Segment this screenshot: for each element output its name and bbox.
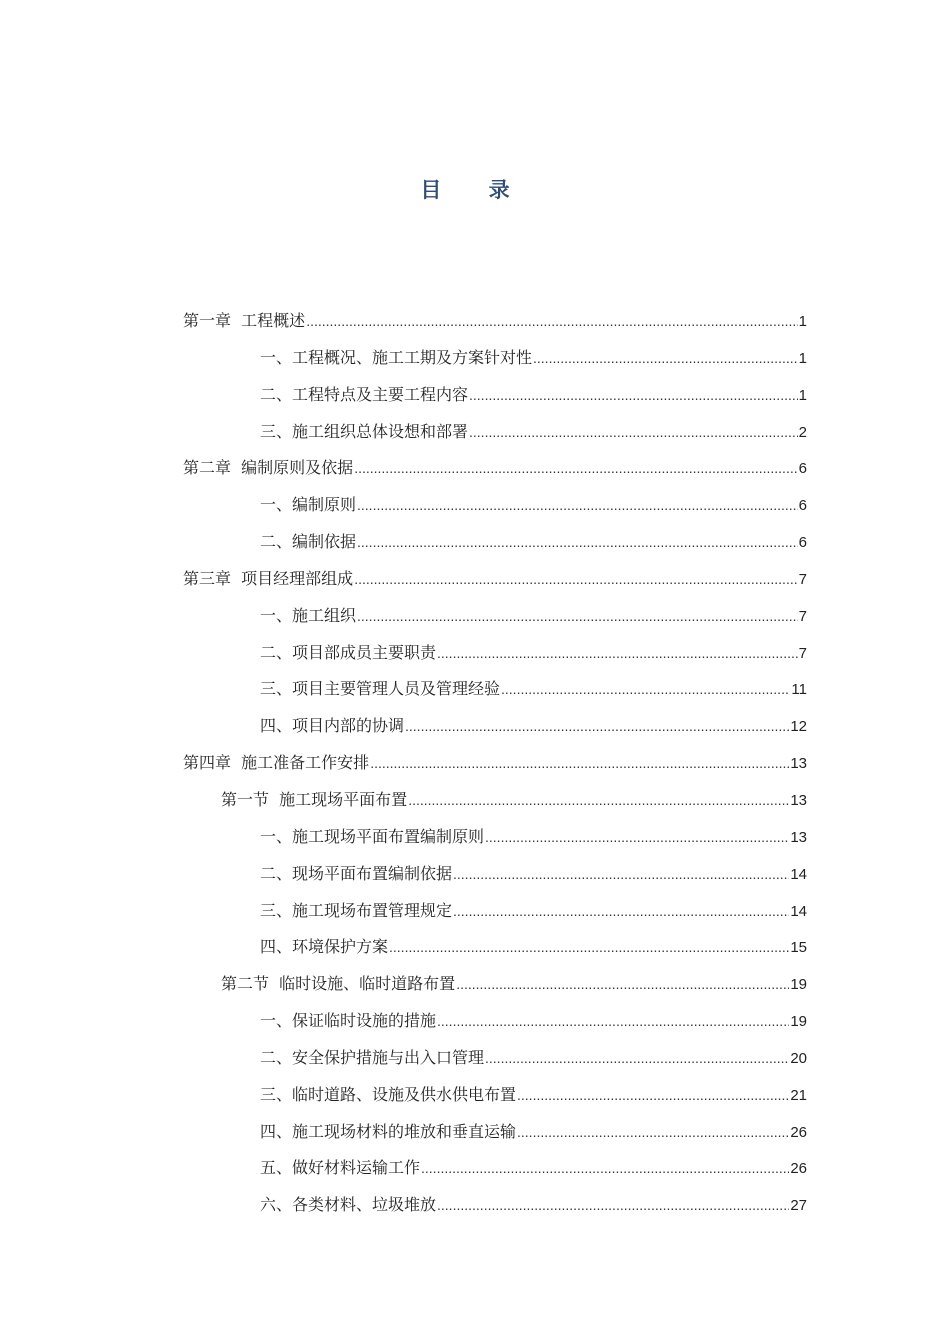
toc-entry-page: 21: [790, 1086, 807, 1104]
toc-entry-label: 第一节 施工现场平面布置: [221, 789, 408, 809]
toc-entry-label: 一、保证临时设施的措施: [260, 1011, 437, 1031]
dot-leader: [354, 561, 797, 598]
dot-leader: [469, 414, 798, 451]
toc-entry[interactable]: [183, 1077, 807, 1114]
dot-leader: [437, 635, 798, 672]
toc-entry-label: 二、安全保护措施与出入口管理: [260, 1047, 485, 1067]
dot-leader: [437, 1003, 789, 1040]
dot-leader: [437, 1187, 789, 1224]
toc-entry[interactable]: [183, 893, 807, 930]
toc-entry-page: 2: [798, 423, 807, 441]
dot-leader: [389, 929, 789, 966]
toc-entry-label: 四、项目内部的协调: [260, 716, 405, 736]
toc-entry-page: 13: [790, 791, 807, 809]
toc-entry-page: 7: [798, 570, 807, 588]
toc-entry-page: 20: [790, 1049, 807, 1067]
dot-leader: [517, 1077, 789, 1114]
toc-entry-label: 二、项目部成员主要职责: [260, 642, 437, 662]
toc-entry-label: 第四章 施工准备工作安排: [183, 753, 370, 773]
toc-entry-page: 7: [798, 644, 807, 662]
toc-entry-label: 三、施工现场布置管理规定: [260, 900, 453, 920]
toc-entry-label: 三、施工组织总体设想和部署: [260, 421, 469, 441]
toc-entry-page: 1: [798, 386, 807, 404]
toc-entry[interactable]: [183, 635, 807, 672]
toc-entry[interactable]: [183, 708, 807, 745]
toc-entry-page: 14: [790, 865, 807, 883]
toc-entry[interactable]: [183, 1150, 807, 1187]
toc-entry[interactable]: [183, 561, 807, 598]
toc-entry[interactable]: [183, 414, 807, 451]
toc-entry-label: 第一章 工程概述: [183, 311, 306, 330]
toc-entry-page: 15: [790, 939, 807, 957]
toc-entry[interactable]: [183, 745, 807, 782]
toc-entry-label: 第三章 项目经理部组成: [183, 568, 354, 588]
toc-entry-label: 二、工程特点及主要工程内容: [260, 384, 469, 404]
dot-leader: [306, 303, 797, 340]
dot-leader: [456, 966, 789, 1003]
toc-entry-label: 一、编制原则: [260, 495, 357, 515]
toc-entry-label: 一、工程概况、施工工期及方案针对性: [260, 347, 533, 367]
toc-entry-label: 六、各类材料、垃圾堆放: [260, 1195, 437, 1215]
toc-entry-label: 五、做好材料运输工作: [260, 1158, 421, 1178]
toc-entry[interactable]: [183, 524, 807, 561]
toc-entry-page: 19: [790, 1013, 807, 1031]
toc-entry[interactable]: [183, 340, 807, 377]
toc-entry-page: 26: [790, 1123, 807, 1141]
toc-entry-label: 一、施工现场平面布置编制原则: [260, 826, 485, 846]
toc-entry[interactable]: [183, 598, 807, 635]
toc-entry-page: 12: [790, 718, 807, 736]
dot-leader: [405, 708, 789, 745]
toc-entry-label: 第二节 临时设施、临时道路布置: [221, 974, 456, 994]
toc-entry-page: 1: [798, 313, 807, 330]
toc-entry-page: 27: [790, 1197, 807, 1215]
toc-entry-page: 13: [790, 828, 807, 846]
dot-leader: [421, 1150, 789, 1187]
dot-leader: [357, 487, 798, 524]
toc-entry-page: 6: [798, 497, 807, 515]
toc-entry-label: 第二章 编制原则及依据: [183, 458, 354, 478]
toc-entry-label: 四、环境保护方案: [260, 937, 389, 957]
dot-leader: [501, 671, 790, 708]
toc-entry-page: 19: [790, 976, 807, 994]
toc-entry-label: 二、现场平面布置编制依据: [260, 863, 453, 883]
toc-entry-page: 11: [791, 681, 807, 699]
toc-entry-page: 13: [790, 755, 807, 773]
toc-entry-label: 一、施工组织: [260, 605, 357, 625]
dot-leader: [533, 340, 798, 377]
dot-leader: [408, 782, 789, 819]
toc-entry-page: 14: [790, 902, 807, 920]
toc-entry[interactable]: [183, 377, 807, 414]
dot-leader: [453, 893, 789, 930]
toc-entry[interactable]: [183, 782, 807, 819]
dot-leader: [357, 524, 798, 561]
toc-entry[interactable]: [183, 1187, 807, 1224]
toc-entry[interactable]: [183, 966, 807, 1003]
toc-entry[interactable]: [183, 303, 807, 340]
toc-entry-page: 6: [798, 460, 807, 478]
toc-entry[interactable]: [183, 487, 807, 524]
dot-leader: [453, 856, 789, 893]
toc-entry-label: 四、施工现场材料的堆放和垂直运输: [260, 1121, 517, 1141]
toc-entry[interactable]: [183, 450, 807, 487]
dot-leader: [469, 377, 798, 414]
toc-entry-label: 三、项目主要管理人员及管理经验: [260, 679, 501, 699]
toc-entry-label: 二、编制依据: [260, 532, 357, 552]
dot-leader: [370, 745, 789, 782]
toc-entry-page: 6: [798, 534, 807, 552]
toc-list: [183, 303, 807, 1224]
toc-entry[interactable]: [183, 819, 807, 856]
dot-leader: [517, 1114, 789, 1151]
toc-entry-page: 7: [798, 607, 807, 625]
dot-leader: [354, 450, 797, 487]
toc-title: 目 录: [420, 177, 530, 202]
dot-leader: [485, 819, 789, 856]
toc-entry[interactable]: [183, 1114, 807, 1151]
toc-entry-page: 26: [790, 1160, 807, 1178]
dot-leader: [485, 1040, 789, 1077]
toc-entry-label: 三、临时道路、设施及供水供电布置: [260, 1084, 517, 1104]
toc-entry[interactable]: [183, 671, 807, 708]
toc-entry-page: 1: [798, 349, 807, 367]
toc-entry[interactable]: [183, 929, 807, 966]
toc-entry[interactable]: [183, 856, 807, 893]
toc-entry[interactable]: [183, 1003, 807, 1040]
dot-leader: [357, 598, 798, 635]
toc-entry[interactable]: [183, 1040, 807, 1077]
